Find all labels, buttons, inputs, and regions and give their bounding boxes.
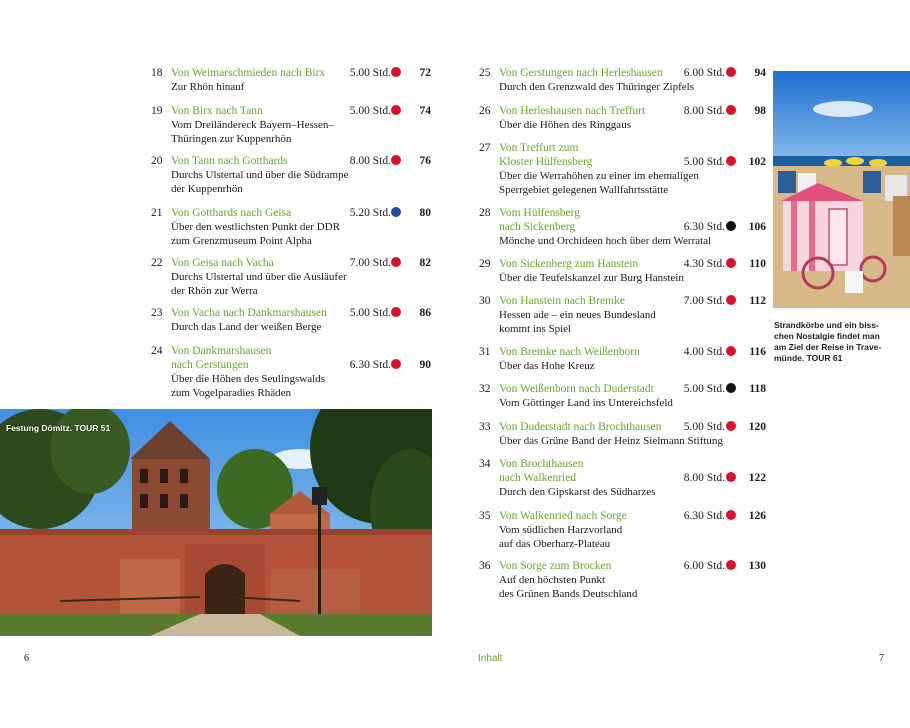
page-reference: 118 xyxy=(749,383,766,395)
tour-number: 22 xyxy=(151,257,163,269)
tour-title: Von Tann nach Gotthards xyxy=(171,155,288,167)
tour-duration: 4.30 Std. xyxy=(683,258,725,270)
tour-number: 18 xyxy=(151,67,163,79)
toc-left-column xyxy=(151,0,441,400)
tour-title: Von Sorge zum Brocken xyxy=(499,560,612,572)
beach-illustration xyxy=(773,71,910,308)
tour-description: Durch den Grenzwald des Thüringer Zipfels xyxy=(499,81,694,93)
page-reference: 106 xyxy=(748,221,766,233)
tour-duration: 5.00 Std. xyxy=(683,156,725,168)
difficulty-dot-icon xyxy=(391,257,401,267)
page-reference: 112 xyxy=(749,295,766,307)
tour-title: Von Geisa nach Vacha xyxy=(171,257,274,269)
difficulty-dot-icon xyxy=(391,359,401,369)
page-reference: 130 xyxy=(748,560,766,572)
tour-title: Von Gotthards nach Geisa xyxy=(171,207,292,219)
page-reference: 94 xyxy=(754,67,766,79)
page-reference: 74 xyxy=(419,105,431,117)
page-reference: 76 xyxy=(419,155,431,167)
tour-description: Durch das Land der weißen Berge xyxy=(171,321,322,333)
page-number-right: 7 xyxy=(879,653,884,664)
tour-title: Von Birx nach Tann xyxy=(171,105,263,117)
difficulty-dot-icon xyxy=(726,156,736,166)
tour-duration: 6.30 Std. xyxy=(683,221,725,233)
tour-number: 21 xyxy=(151,207,163,219)
tour-number: 30 xyxy=(479,295,491,307)
tour-duration: 6.30 Std. xyxy=(683,510,725,522)
fortress-illustration xyxy=(0,409,432,636)
page-reference: 82 xyxy=(419,257,431,269)
tour-description: Über das Grüne Band der Heinz Sielmann Stiftung xyxy=(499,435,723,447)
difficulty-dot-icon xyxy=(391,67,401,77)
photo-strandkoerbe xyxy=(773,71,910,308)
tour-title: Von Hanstein nach Bremke xyxy=(499,295,625,307)
tour-description: Über das Hohe Kreuz xyxy=(499,360,595,372)
tour-title: Von Dankmarshausen nach Gerstungen xyxy=(171,345,272,371)
tour-duration: 5.00 Std. xyxy=(349,67,391,79)
tour-description: Vom südlichen Harzvorland auf das Oberharz-Plateau xyxy=(499,524,623,550)
tour-number: 36 xyxy=(479,560,491,572)
tour-number: 35 xyxy=(479,510,491,522)
tour-number: 24 xyxy=(151,345,163,357)
tour-description: Über die Höhen des Seulingswalds zum Vogelparadies Rhäden xyxy=(171,373,325,399)
tour-number: 25 xyxy=(479,67,491,79)
tour-description: Zur Rhön hinauf xyxy=(171,81,245,93)
tour-description: Vom Göttinger Land ins Untereichsfeld xyxy=(499,397,673,409)
page-reference: 110 xyxy=(749,258,766,270)
tour-number: 23 xyxy=(151,307,163,319)
tour-title: Von Brochthausen nach Walkenried xyxy=(499,458,584,484)
difficulty-dot-icon xyxy=(726,105,736,115)
tour-description: Durchs Ulstertal und über die Ausläufer der Rhön zur Werra xyxy=(171,271,347,297)
tour-title: Von Sickenberg zum Hanstein xyxy=(499,258,639,270)
photo-caption-side: Strandkörbe und ein biss- chen Nostalgie findet man am Ziel der Reise in Trave- münde. TOUR 61 xyxy=(774,320,882,363)
tour-description: Über die Teufelskanzel zur Burg Hanstein xyxy=(499,272,684,284)
tour-number: 26 xyxy=(479,105,491,117)
tour-description: Über die Werrahöhen zu einer im ehemaligen Sperrgebiet gelegenen Wallfahrtsstätte xyxy=(499,170,699,196)
tour-number: 28 xyxy=(479,207,491,219)
tour-duration: 5.00 Std. xyxy=(683,421,725,433)
tour-duration: 5.00 Std. xyxy=(349,307,391,319)
tour-title: Von Weimarschmieden nach Birx xyxy=(171,67,326,79)
tour-title: Von Walkenried nach Sorge xyxy=(499,510,627,522)
page-reference: 80 xyxy=(419,207,431,219)
tour-number: 34 xyxy=(479,458,491,470)
difficulty-dot-icon xyxy=(726,560,736,570)
tour-title: Von Treffurt zum Kloster Hülfensberg xyxy=(499,142,593,168)
photo-caption-overlay: Festung Dömitz. TOUR 51 xyxy=(6,423,111,433)
tour-title: Von Bremke nach Weißenborn xyxy=(499,346,640,358)
difficulty-dot-icon xyxy=(726,510,736,520)
photo-festung-doemitz xyxy=(0,409,432,636)
difficulty-dot-icon xyxy=(391,155,401,165)
page-reference: 90 xyxy=(419,359,431,371)
tour-description: Auf den höchsten Punkt des Grünen Bands Deutschland xyxy=(499,574,638,600)
tour-duration: 8.00 Std. xyxy=(683,472,725,484)
tour-number: 33 xyxy=(479,421,491,433)
tour-number: 29 xyxy=(479,258,491,270)
tour-duration: 8.00 Std. xyxy=(349,155,391,167)
tour-title: Vom Hülfensberg nach Sickenberg xyxy=(499,207,581,233)
difficulty-dot-icon xyxy=(726,258,736,268)
difficulty-dot-icon xyxy=(726,295,736,305)
page-reference: 72 xyxy=(419,67,431,79)
difficulty-dot-icon xyxy=(726,221,736,231)
tour-description: Über den westlichsten Punkt der DDR zum Grenzmuseum Point Alpha xyxy=(171,221,340,247)
difficulty-dot-icon xyxy=(391,105,401,115)
difficulty-dot-icon xyxy=(726,421,736,431)
difficulty-dot-icon xyxy=(726,346,736,356)
page-reference: 126 xyxy=(748,510,766,522)
tour-duration: 7.00 Std. xyxy=(683,295,725,307)
tour-title: Von Duderstadt nach Brochthausen xyxy=(499,421,662,433)
tour-number: 32 xyxy=(479,383,491,395)
tour-description: Vom Dreiländereck Bayern–Hessen– Thüringen zur Kuppenrhön xyxy=(171,119,334,145)
difficulty-dot-icon xyxy=(391,307,401,317)
tour-title: Von Vacha nach Dankmarshausen xyxy=(171,307,327,319)
difficulty-dot-icon xyxy=(726,67,736,77)
tour-title: Von Gerstungen nach Herleshausen xyxy=(499,67,663,79)
tour-description: Hessen ade – ein neues Bundesland kommt ins Spiel xyxy=(499,309,656,335)
difficulty-dot-icon xyxy=(726,383,736,393)
tour-description: Über die Höhen des Ringgaus xyxy=(499,119,631,131)
tour-number: 20 xyxy=(151,155,163,167)
tour-duration: 4.00 Std. xyxy=(683,346,725,358)
tour-number: 19 xyxy=(151,105,163,117)
tour-description: Mönche und Orchideen hoch über dem Werratal xyxy=(499,235,712,247)
tour-duration: 6.00 Std. xyxy=(683,67,725,79)
page-reference: 102 xyxy=(748,156,766,168)
section-label: Inhalt xyxy=(478,653,503,664)
page-reference: 122 xyxy=(748,472,766,484)
page-reference: 120 xyxy=(748,421,766,433)
page-reference: 98 xyxy=(754,105,766,117)
page-reference: 116 xyxy=(749,346,766,358)
tour-duration: 8.00 Std. xyxy=(683,105,725,117)
tour-title: Von Herleshausen nach Treffurt xyxy=(499,105,646,117)
page-number-left: 6 xyxy=(24,653,29,664)
difficulty-dot-icon xyxy=(726,472,736,482)
tour-duration: 6.30 Std. xyxy=(349,359,391,371)
difficulty-dot-icon xyxy=(391,207,401,217)
tour-duration: 5.00 Std. xyxy=(683,383,725,395)
tour-number: 31 xyxy=(479,346,491,358)
tour-duration: 5.20 Std. xyxy=(349,207,391,219)
page-reference: 86 xyxy=(419,307,431,319)
tour-title: Von Weißenborn nach Duderstadt xyxy=(499,383,654,395)
toc-right-column xyxy=(479,0,769,620)
tour-duration: 7.00 Std. xyxy=(349,257,391,269)
tour-description: Durch den Gipskarst des Südharzes xyxy=(499,486,656,498)
tour-description: Durchs Ulstertal und über die Südrampe der Kuppenrhön xyxy=(171,169,349,195)
tour-duration: 5.00 Std. xyxy=(349,105,391,117)
tour-duration: 6.00 Std. xyxy=(683,560,725,572)
tour-number: 27 xyxy=(479,142,491,154)
